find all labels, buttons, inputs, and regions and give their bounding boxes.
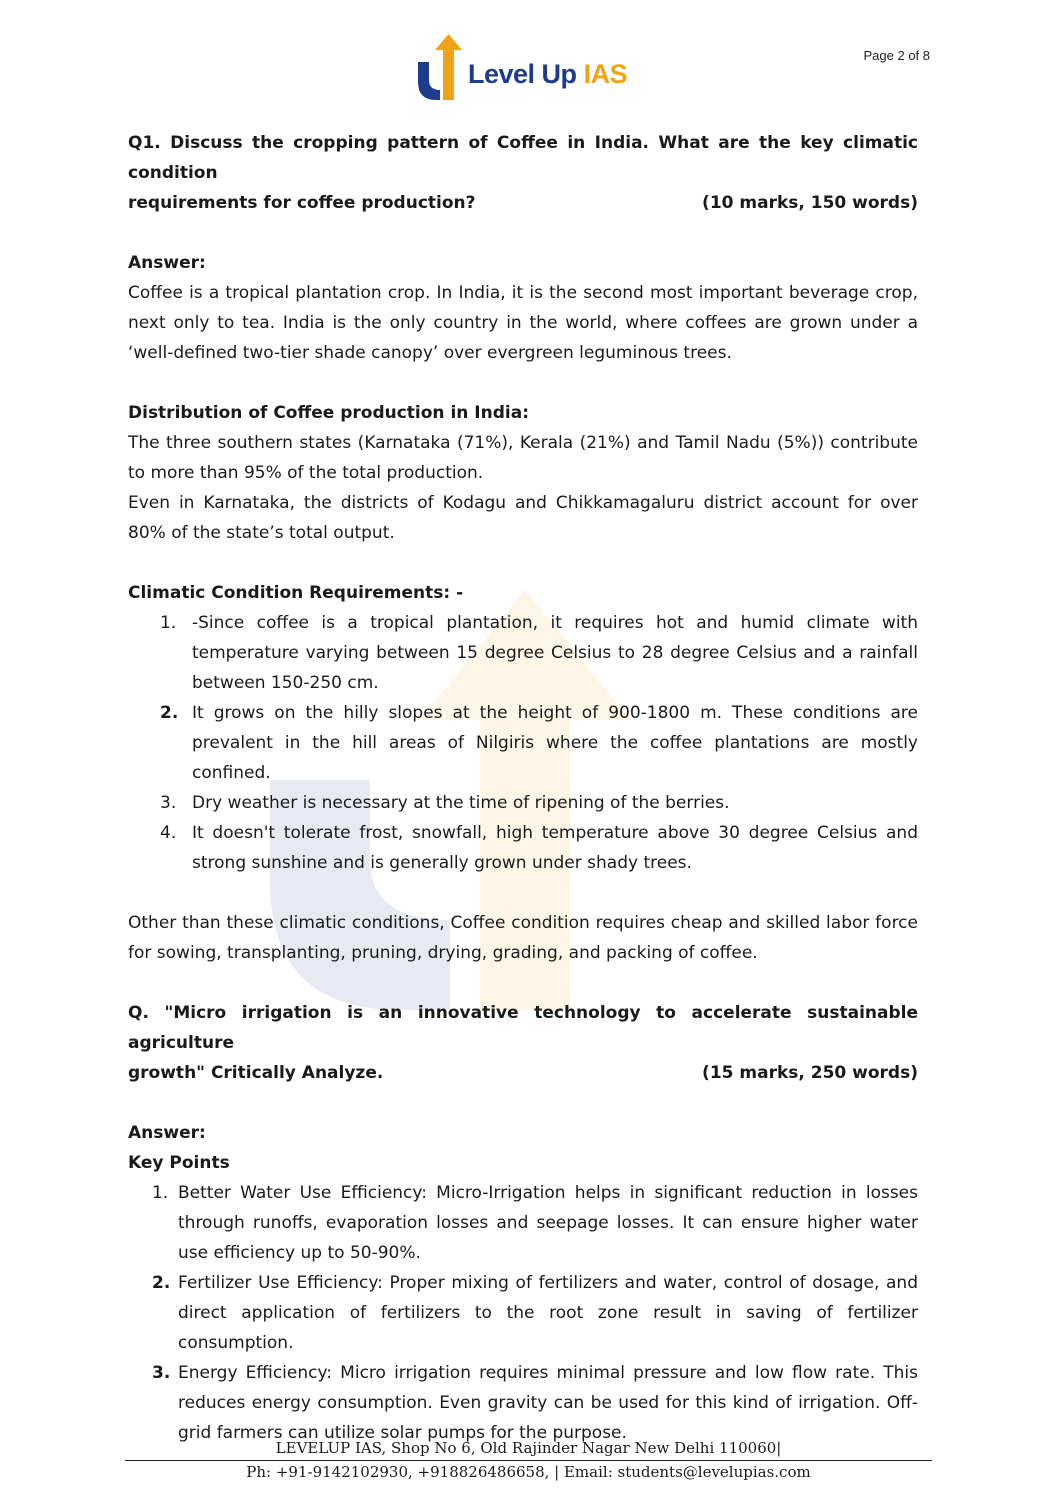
q1-question-line1: Q1. Discuss the cropping pattern of Coffee in India. What are the key climatic condition	[128, 133, 918, 183]
climate-heading: Climatic Condition Requirements: -	[128, 583, 464, 603]
page-footer	[125, 1439, 932, 1483]
q2-question-line2: growth" Critically Analyze. (15 marks, 250 words)	[128, 1058, 918, 1088]
levelup-logo	[416, 28, 656, 104]
q2-answer-label: Answer:	[128, 1123, 206, 1143]
list-item: 4. It doesn't tolerate frost, snowfall, high temperature above 30 degree Celsius and strong sunshine and is generally grown under shady trees.	[160, 823, 918, 873]
list-item: 3. Energy Efficiency: Micro irrigation requires minimal pressure and low flow rate. This reduces energy consumption. Even gravity can be used for this kind of irrigation. Off-grid farmers can utilize solar pumps for the purpose.	[152, 1363, 918, 1443]
list-item: 2. It grows on the hilly slopes at the height of 900-1800 m. These conditions are prevalent in the hill areas of Nilgiris where the coffee plantations are mostly confined.	[160, 703, 918, 783]
footer-address: LEVELUP IAS, Shop No 6, Old Rajinder Nagar New Delhi 110060|	[275, 1439, 782, 1457]
q2-question-line1: Q. "Micro irrigation is an innovative technology to accelerate sustainable agriculture	[128, 1003, 918, 1053]
q1-intro: Coffee is a tropical plantation crop. In India, it is the second most important beverage crop, next only to tea. India is the only country in the world, where coffees are grown under a ‘well-defined two-tier shade canopy’ over evergreen leguminous trees.	[128, 283, 918, 363]
page-number: Page 2 of 8	[863, 48, 930, 63]
q1-closing: Other than these climatic conditions, Coffee condition requires cheap and skilled labor force for sowing, transplanting, pruning, drying, grading, and packing of coffee.	[128, 913, 918, 963]
list-item: 1. -Since coffee is a tropical plantation, it requires hot and humid climate with temperature varying between 15 degree Celsius to 28 degree Celsius and a rainfall between 150-250 cm.	[160, 613, 918, 693]
document-body	[128, 128, 918, 1448]
distribution-paragraph-2: Even in Karnataka, the districts of Kodagu and Chikkamagaluru district account for over 80% of the state’s total output.	[128, 493, 918, 543]
q2-marks: (15 marks, 250 words)	[702, 1063, 918, 1083]
q1-answer-label: Answer:	[128, 253, 206, 273]
key-points-list	[128, 1178, 918, 1448]
list-item: 3. Dry weather is necessary at the time of ripening of the berries.	[160, 793, 730, 813]
key-points-label: Key Points	[128, 1153, 230, 1173]
q1-marks: (10 marks, 150 words)	[702, 193, 918, 213]
q1-question-line2: requirements for coffee production? (10 marks, 150 words)	[128, 188, 918, 218]
logo-mark-icon	[416, 32, 464, 104]
climate-list	[128, 608, 918, 878]
distribution-paragraph-1: The three southern states (Karnataka (71%), Kerala (21%) and Tamil Nadu (5%)) contribute to more than 95% of the total production.	[128, 433, 918, 483]
footer-contact: Ph: +91-9142102930, +918826486658, | Email: students@levelupias.com	[246, 1463, 811, 1481]
distribution-heading: Distribution of Coffee production in India:	[128, 403, 529, 423]
list-item: 1. Better Water Use Efficiency: Micro-Irrigation helps in significant reduction in losses through runoffs, evaporation losses and seepage losses. It can ensure higher water use efficiency up to 50-90%.	[152, 1183, 918, 1263]
list-item: 2. Fertilizer Use Efficiency: Proper mixing of fertilizers and water, control of dosage, and direct application of fertilizers to the root zone result in saving of fertilizer consumption.	[152, 1273, 918, 1353]
logo-text: Level Up IAS	[468, 59, 628, 89]
